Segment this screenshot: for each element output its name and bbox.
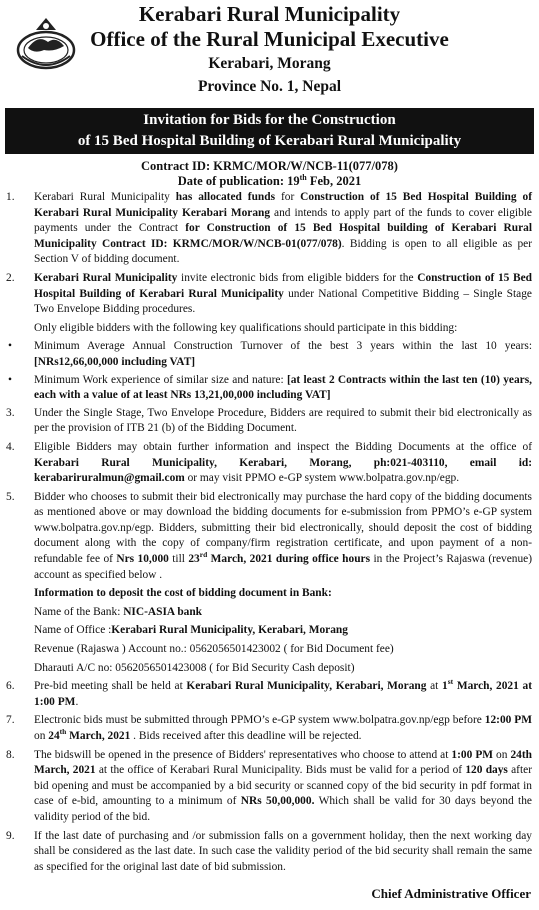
location: Kerabari, Morang — [208, 55, 331, 72]
contract-id: Contract ID: KRMC/MOR/W/NCB-11(077/078) — [141, 159, 398, 173]
signature-title: Chief Administrative Officer — [371, 886, 531, 901]
banner-line-1: Invitation for Bids for the Construction — [143, 112, 396, 128]
office-name: Office of the Rural Municipal Executive — [90, 27, 449, 51]
clause-1: 1. Kerabari Rural Municipality has allocated funds for Construction of 15 Bed Hospital Building of Kerabari Rural Municipality Kerabari Morang and intends to apply part of the funds to cover eligible payments under the Contract for Construction of 15 Bed Hospital building of Kerabari Rural Municipality Contract ID: KRMC/MOR/W/NCB-01(077/078). Bidding is open to all eligible as per Section V of bidding document. — [6, 191, 532, 266]
clause-9: 9. If the last date of purchasing and /or submission falls on a government holiday, then the next working day shall be considered as the last date. In such case the validity period of the bid security shall remain the same as specified for the original last date of bid submission. — [6, 829, 532, 873]
clause-2: 2. Kerabari Rural Municipality invite electronic bids from eligible bidders for the Construction of 15 Bed Hospital Building of Kerabari Rural Municipality under National Competitive Bidding – Single Stage Two Envelope Bidding procedures. — [6, 271, 533, 316]
qualification-experience: • Minimum Work experience of similar size and nature: [at least 2 Contracts within the last ten (10) years, each with a value of at least NRs 13,21,00,000 including VAT] — [6, 373, 532, 404]
publication-date: Date of publication: 19th Feb, 2021 — [177, 172, 362, 188]
municipality-name: Kerabari Rural Municipality — [138, 2, 401, 26]
clause-8: 8. The bidswill be opened in the presence of Bidders' representatives who choose to attend at 1:00 PM on 24th March, 2021 at the office of Kerabari Rural Municipality. Bids must be valid for a period of 120 days after bid opening and must be accompanied by a bid security or scanned copy of the bid security in pdf format in case of e-bid, amounting to a minimum of NRs 50,00,000. Which shall be valid for 30 days beyond the validity period of the bid. — [6, 748, 532, 823]
bullet-icon: • — [8, 340, 12, 353]
qualification-turnover: • Minimum Average Annual Construction Turnover of the best 3 years within the last 10 years: [NRs12,66,00,000 including VAT] — [6, 339, 532, 370]
clause-4: 4. Eligible Bidders may obtain further information and inspect the Bidding Documents at the office of Kerabari Rural Municipality, Kerabari, Morang, ph:021-403110, email id: kerabariruralmun@gmail.com or may visit PPMO e-GP system www.bolpatra.gov.np/egp. — [6, 440, 532, 485]
clause-5: 5. Bidder who chooses to submit their bid electronically may purchase the hard copy of the bidding documents as mentioned above or may download the bidding documents for e-submission from PPMO’s e-GP system www.bolpatra.gov.np/egp. Bidders, submitting their bid electronically, should deposit the cost of bidding document along with the copy of company/firm registration certificate, and upon payment of a non-refundable fee of Nrs 10,000 till 23rd March, 2021 during office hours in the Project’s Rajaswa (revenue) account as specified below . — [6, 490, 533, 581]
contract-info — [0, 159, 539, 189]
notice-body — [6, 190, 532, 878]
letterhead — [0, 0, 539, 108]
clause-7: 7. Electronic bids must be submitted through PPMO’s e-GP system www.bolpatra.gov.np/egp before 12:00 PM on 24th March, 2021 . Bids received after this deadline will be rejected. — [6, 714, 532, 742]
notice-title-banner — [5, 108, 534, 154]
nepal-emblem-icon — [14, 12, 78, 76]
qualification-intro: Only eligible bidders with the following key qualifications should participate in this bidding: — [34, 321, 458, 334]
office-name-line: Name of Office :Kerabari Rural Municipality, Kerabari, Morang — [34, 624, 348, 637]
bank-info-heading: Information to deposit the cost of bidding document in Bank: — [34, 587, 332, 600]
clause-3: 3. Under the Single Stage, Two Envelope Procedure, Bidders are required to submit their bid electronically as per the provision of ITB 21 (b) of the Bidding Document. — [6, 406, 532, 435]
bank-name: Name of the Bank: NIC-ASIA bank — [34, 605, 203, 618]
revenue-account: Revenue (Rajaswa ) Account no.: 0562056501423002 ( for Bid Document fee) — [34, 643, 394, 656]
province: Province No. 1, Nepal — [197, 78, 342, 95]
banner-line-2: of 15 Bed Hospital Building of Kerabari Rural Municipality — [77, 133, 462, 149]
clause-6: 6. Pre-bid meeting shall be held at Kerabari Rural Municipality, Kerabari, Morang at 1st March, 2021 at 1:00 PM. — [6, 677, 532, 708]
dharauti-account: Dharauti A/C no: 0562056501423008 ( for Bid Security Cash deposit) — [34, 661, 355, 674]
bullet-icon: • — [8, 373, 12, 386]
